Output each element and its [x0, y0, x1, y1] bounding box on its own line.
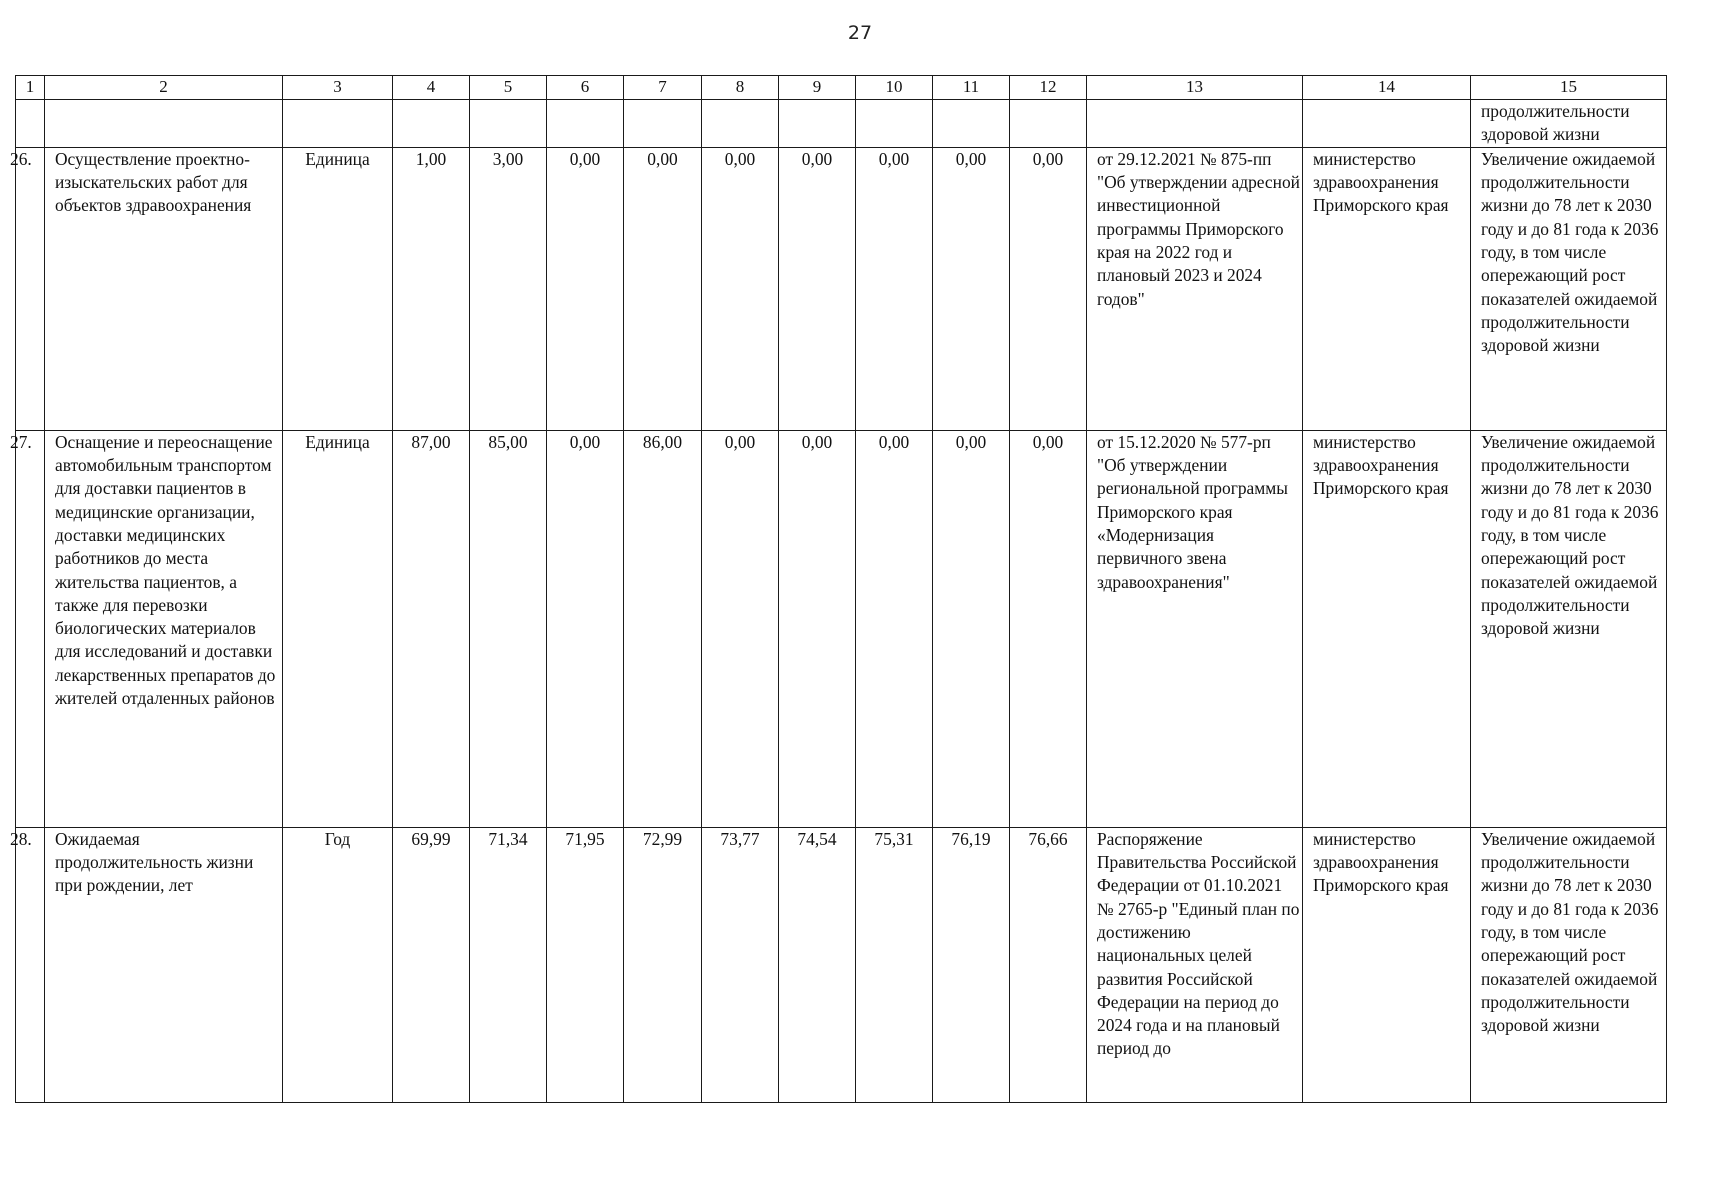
value-cell: 0,00 [547, 147, 624, 430]
value-cell: 69,99 [393, 827, 470, 1102]
value-cell: 76,19 [933, 827, 1010, 1102]
row-number: 28. [16, 827, 45, 1102]
table-row-continuation [16, 100, 1667, 148]
value-cell: 75,31 [856, 827, 933, 1102]
value-cell: 0,00 [779, 430, 856, 827]
table-row-26 [16, 147, 1667, 430]
table-cell [1087, 100, 1303, 148]
value-cell: 86,00 [624, 430, 702, 827]
value-cell: 71,95 [547, 827, 624, 1102]
table-cell [393, 100, 470, 148]
value-cell: 1,00 [393, 147, 470, 430]
indicator-name: Оснащение и переоснащение автомобильным транспортом для доставки пациентов в медицинские организации, доставки медицинских работников до места жительства пациентов, а также для перевозки биологических материалов для исследований и доставки лекарственных препаратов до жителей отдаленных районов [45, 430, 283, 827]
value-cell: 0,00 [702, 147, 779, 430]
value-cell: 3,00 [470, 147, 547, 430]
unit-cell: Год [283, 827, 393, 1102]
table-cell [1303, 100, 1471, 148]
column-header: 11 [933, 76, 1010, 100]
column-header: 12 [1010, 76, 1087, 100]
value-cell: 76,66 [1010, 827, 1087, 1102]
table-cell [933, 100, 1010, 148]
goal-cell: Увеличение ожидаемой продолжительности жизни до 78 лет к 2030 году и до 81 года к 2036 году, в том числе опережающий рост показателей ожидаемой продолжительности здоровой жизни [1471, 827, 1667, 1102]
unit-cell: Единица [283, 430, 393, 827]
column-header: 10 [856, 76, 933, 100]
value-cell: 0,00 [702, 430, 779, 827]
value-cell: 71,34 [470, 827, 547, 1102]
value-cell: 73,77 [702, 827, 779, 1102]
responsible-cell: министерство здравоохранения Приморского края [1303, 827, 1471, 1102]
value-cell: 0,00 [547, 430, 624, 827]
table-cell [856, 100, 933, 148]
value-cell: 0,00 [933, 430, 1010, 827]
value-cell: 0,00 [856, 147, 933, 430]
column-header: 14 [1303, 76, 1471, 100]
goal-cell: продолжительности здоровой жизни [1471, 100, 1667, 148]
indicator-table-sheet [10, 75, 1666, 1103]
table-cell [702, 100, 779, 148]
table-cell [624, 100, 702, 148]
value-cell: 0,00 [933, 147, 1010, 430]
legal-document-cell: от 15.12.2020 № 577-рп "Об утверждении региональной программы Приморского края «Модернизация первичного звена здравоохранения" [1087, 430, 1303, 827]
table-cell [470, 100, 547, 148]
column-header: 4 [393, 76, 470, 100]
value-cell: 72,99 [624, 827, 702, 1102]
table-row-27 [16, 430, 1667, 827]
value-cell: 74,54 [779, 827, 856, 1102]
page-number: 27 [847, 22, 873, 44]
table-cell [547, 100, 624, 148]
column-header: 5 [470, 76, 547, 100]
legal-document-cell: от 29.12.2021 № 875-пп "Об утверждении адресной инвестиционной программы Приморского края на 2022 год и плановый 2023 и 2024 годов" [1087, 147, 1303, 430]
value-cell: 85,00 [470, 430, 547, 827]
column-header: 3 [283, 76, 393, 100]
indicator-name: Ожидаемая продолжительность жизни при рождении, лет [45, 827, 283, 1102]
responsible-cell: министерство здравоохранения Приморского края [1303, 147, 1471, 430]
value-cell: 0,00 [1010, 430, 1087, 827]
value-cell: 0,00 [624, 147, 702, 430]
table-cell [283, 100, 393, 148]
indicator-table [10, 75, 1667, 1103]
table-cell [1010, 100, 1087, 148]
column-number-header-row [16, 76, 1667, 100]
column-header: 13 [1087, 76, 1303, 100]
column-header: 9 [779, 76, 856, 100]
value-cell: 0,00 [779, 147, 856, 430]
indicator-name: Осуществление проектно-изыскательских работ для объектов здравоохранения [45, 147, 283, 430]
column-header: 7 [624, 76, 702, 100]
column-header: 2 [45, 76, 283, 100]
value-cell: 87,00 [393, 430, 470, 827]
table-row-28 [16, 827, 1667, 1102]
table-cell [16, 100, 45, 148]
column-header: 8 [702, 76, 779, 100]
value-cell: 0,00 [856, 430, 933, 827]
column-header: 6 [547, 76, 624, 100]
row-number: 26. [16, 147, 45, 430]
table-cell [45, 100, 283, 148]
legal-document-cell: Распоряжение Правительства Российской Федерации от 01.10.2021 № 2765-р "Единый план по достижению национальных целей развития Российской Федерации на период до 2024 года и на плановый период до [1087, 827, 1303, 1102]
responsible-cell: министерство здравоохранения Приморского края [1303, 430, 1471, 827]
unit-cell: Единица [283, 147, 393, 430]
row-number: 27. [16, 430, 45, 827]
column-header: 15 [1471, 76, 1667, 100]
value-cell: 0,00 [1010, 147, 1087, 430]
goal-cell: Увеличение ожидаемой продолжительности жизни до 78 лет к 2030 году и до 81 года к 2036 году, в том числе опережающий рост показателей ожидаемой продолжительности здоровой жизни [1471, 147, 1667, 430]
column-header: 1 [16, 76, 45, 100]
goal-cell: Увеличение ожидаемой продолжительности жизни до 78 лет к 2030 году и до 81 года к 2036 году, в том числе опережающий рост показателей ожидаемой продолжительности здоровой жизни [1471, 430, 1667, 827]
table-cell [779, 100, 856, 148]
